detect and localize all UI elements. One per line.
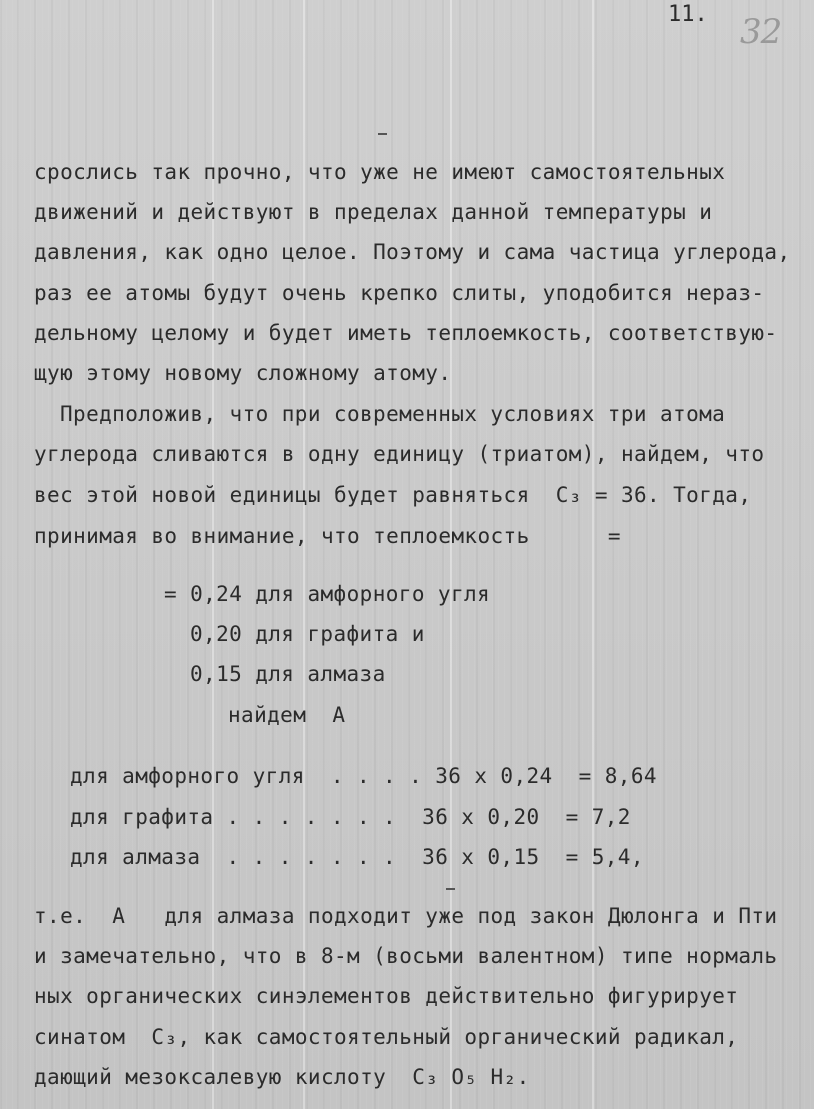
text-line: Предположив, что при современных условиях три атома xyxy=(60,402,726,426)
page-number: 11. xyxy=(668,2,708,27)
text-line: и замечательно, что в 8-м (восьми валентном) типе нормаль xyxy=(34,944,778,968)
text-line: движений и действуют в пределах данной температуры и xyxy=(34,200,713,224)
text-line: срослись так прочно, что уже не имеют самостоятельных xyxy=(34,160,726,184)
typewriter-mark xyxy=(446,888,455,890)
heat-capacity-item: = 0,24 для амфорного угля xyxy=(164,582,491,606)
heat-capacity-item: 0,15 для алмаза xyxy=(190,662,386,686)
typewriter-mark xyxy=(378,133,387,135)
text-line: дающий мезоксалевую кислоту C₃ O₅ H₂. xyxy=(34,1065,530,1089)
heat-capacity-item: 0,20 для графита и xyxy=(190,622,425,646)
find-line: найдем A xyxy=(228,703,346,727)
text-line: углерода сливаются в одну единицу (триатом), найдем, что xyxy=(34,442,765,466)
text-line: раз ее атомы будут очень крепко слиты, уподобится нераз- xyxy=(34,281,765,305)
text-line: принимая во внимание, что теплоемкость = xyxy=(34,524,621,548)
text-line: ных органических синэлементов действительно фигурирует xyxy=(34,984,739,1008)
calculation-row: для графита . . . . . . . 36 х 0,20 = 7,2 xyxy=(70,805,631,829)
text-line: синатом C₃, как самостоятельный органический радикал, xyxy=(34,1025,739,1049)
text-line: т.е. A для алмаза подходит уже под закон Дюлонга и Пти xyxy=(34,904,778,928)
text-line: щую этому новому сложному атому. xyxy=(34,361,452,385)
calculation-row: для алмаза . . . . . . . 36 х 0,15 = 5,4, xyxy=(70,845,644,869)
text-line: давления, как одно целое. Поэтому и сама частица углерода, xyxy=(34,240,791,264)
calculation-row: для амфорного угля . . . . 36 х 0,24 = 8,64 xyxy=(70,764,657,788)
text-line: дельному целому и будет иметь теплоемкость, соответствую- xyxy=(34,321,778,345)
text-line: вес этой новой единицы будет равняться C₃ = 36. Тогда, xyxy=(34,483,752,507)
folio-number: 32 xyxy=(740,12,782,52)
